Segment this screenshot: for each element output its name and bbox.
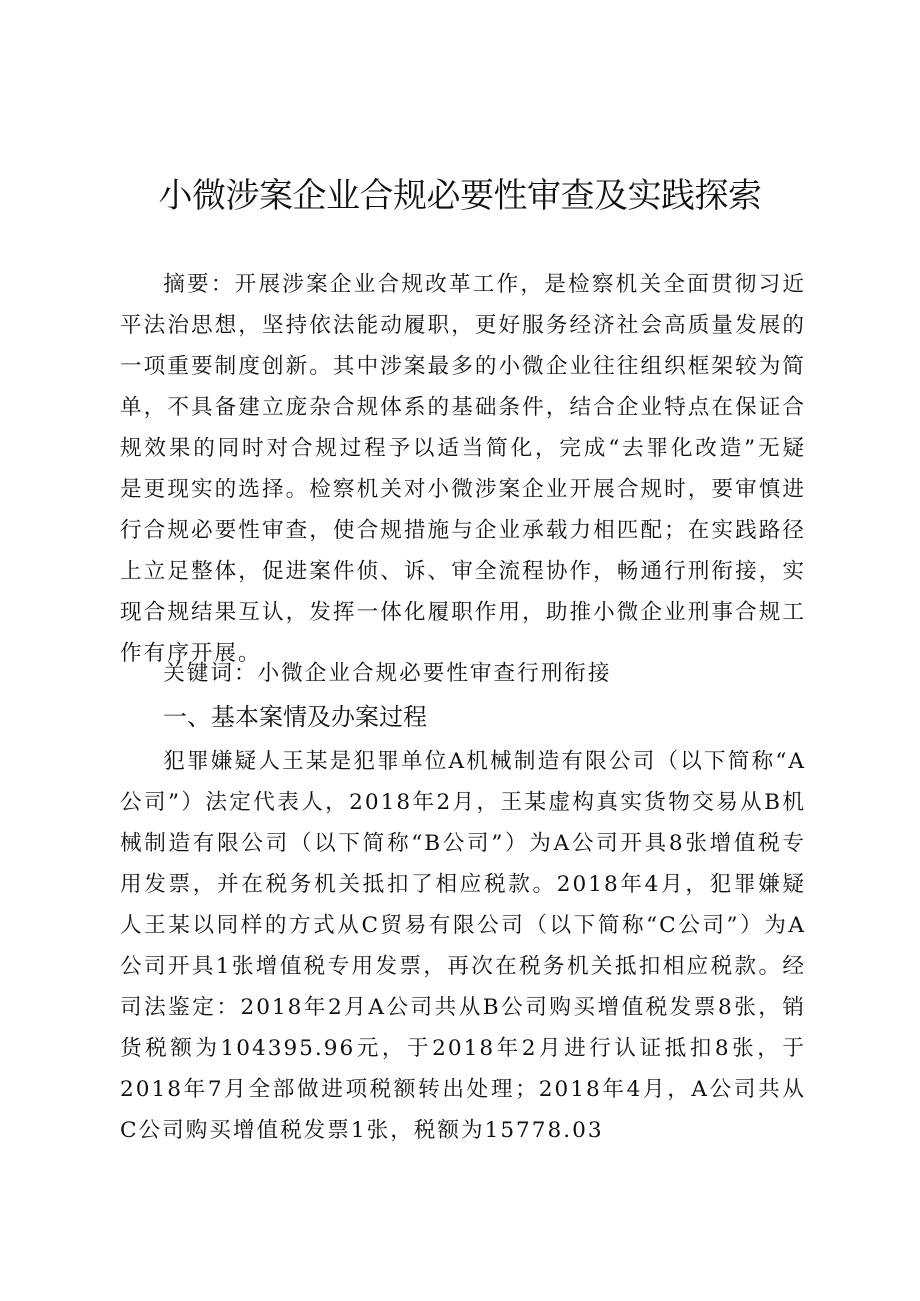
section-heading: 一、基本案情及办案过程 [163, 703, 427, 731]
keywords-line: 关键词：小微企业合规必要性审查行刑衔接 [163, 661, 612, 686]
abstract-paragraph: 摘要：开展涉案企业合规改革工作，是检察机关全面贯彻习近平法治思想，坚持依法能动履职，更好服务经济社会高质量发展的一项重要制度创新。其中涉案最多的小微企业往往组织框架较为简单，不具备建立庞杂合规体系的基础条件，结合企业特点在保证合规效果的同时对合规过程予以适当简化，完成“去罪化改造”无疑是更现实的选择。检察机关对小微涉案企业开展合规时，要审慎进行合规必要性审查，使合规措施与企业承载力相匹配；在实践路径上立足整体，促进案件侦、诉、审全流程协作，畅通行刑衔接，实现合规结果互认，发挥一体化履职作用，助推小微企业刑事合规工作有序开展。 [120, 272, 806, 666]
document-title: 小微涉案企业合规必要性审查及实践探索 [158, 176, 762, 216]
case-facts-paragraph: 犯罪嫌疑人王某是犯罪单位A机械制造有限公司（以下简称“A公司”）法定代表人，2018年2月，王某虚构真实货物交易从B机械制造有限公司（以下简称“B公司”）为A公司开具8张增值税专用发票，并在税务机关抵扣了相应税款。2018年4月，犯罪嫌疑人王某以同样的方式从C贸易有限公司（以下简称“C公司”）为A公司开具1张增值税专用发票，再次在税务机关抵扣相应税款。经司法鉴定：2018年2月A公司共从B公司购买增值税发票8张，销货税额为104395.96元，于2018年2月进行认证抵扣8张，于2018年7月全部做进项税额转出处理；2018年4月，A公司共从C公司购买增值税发票1张，税额为15778.03 [120, 749, 806, 1143]
